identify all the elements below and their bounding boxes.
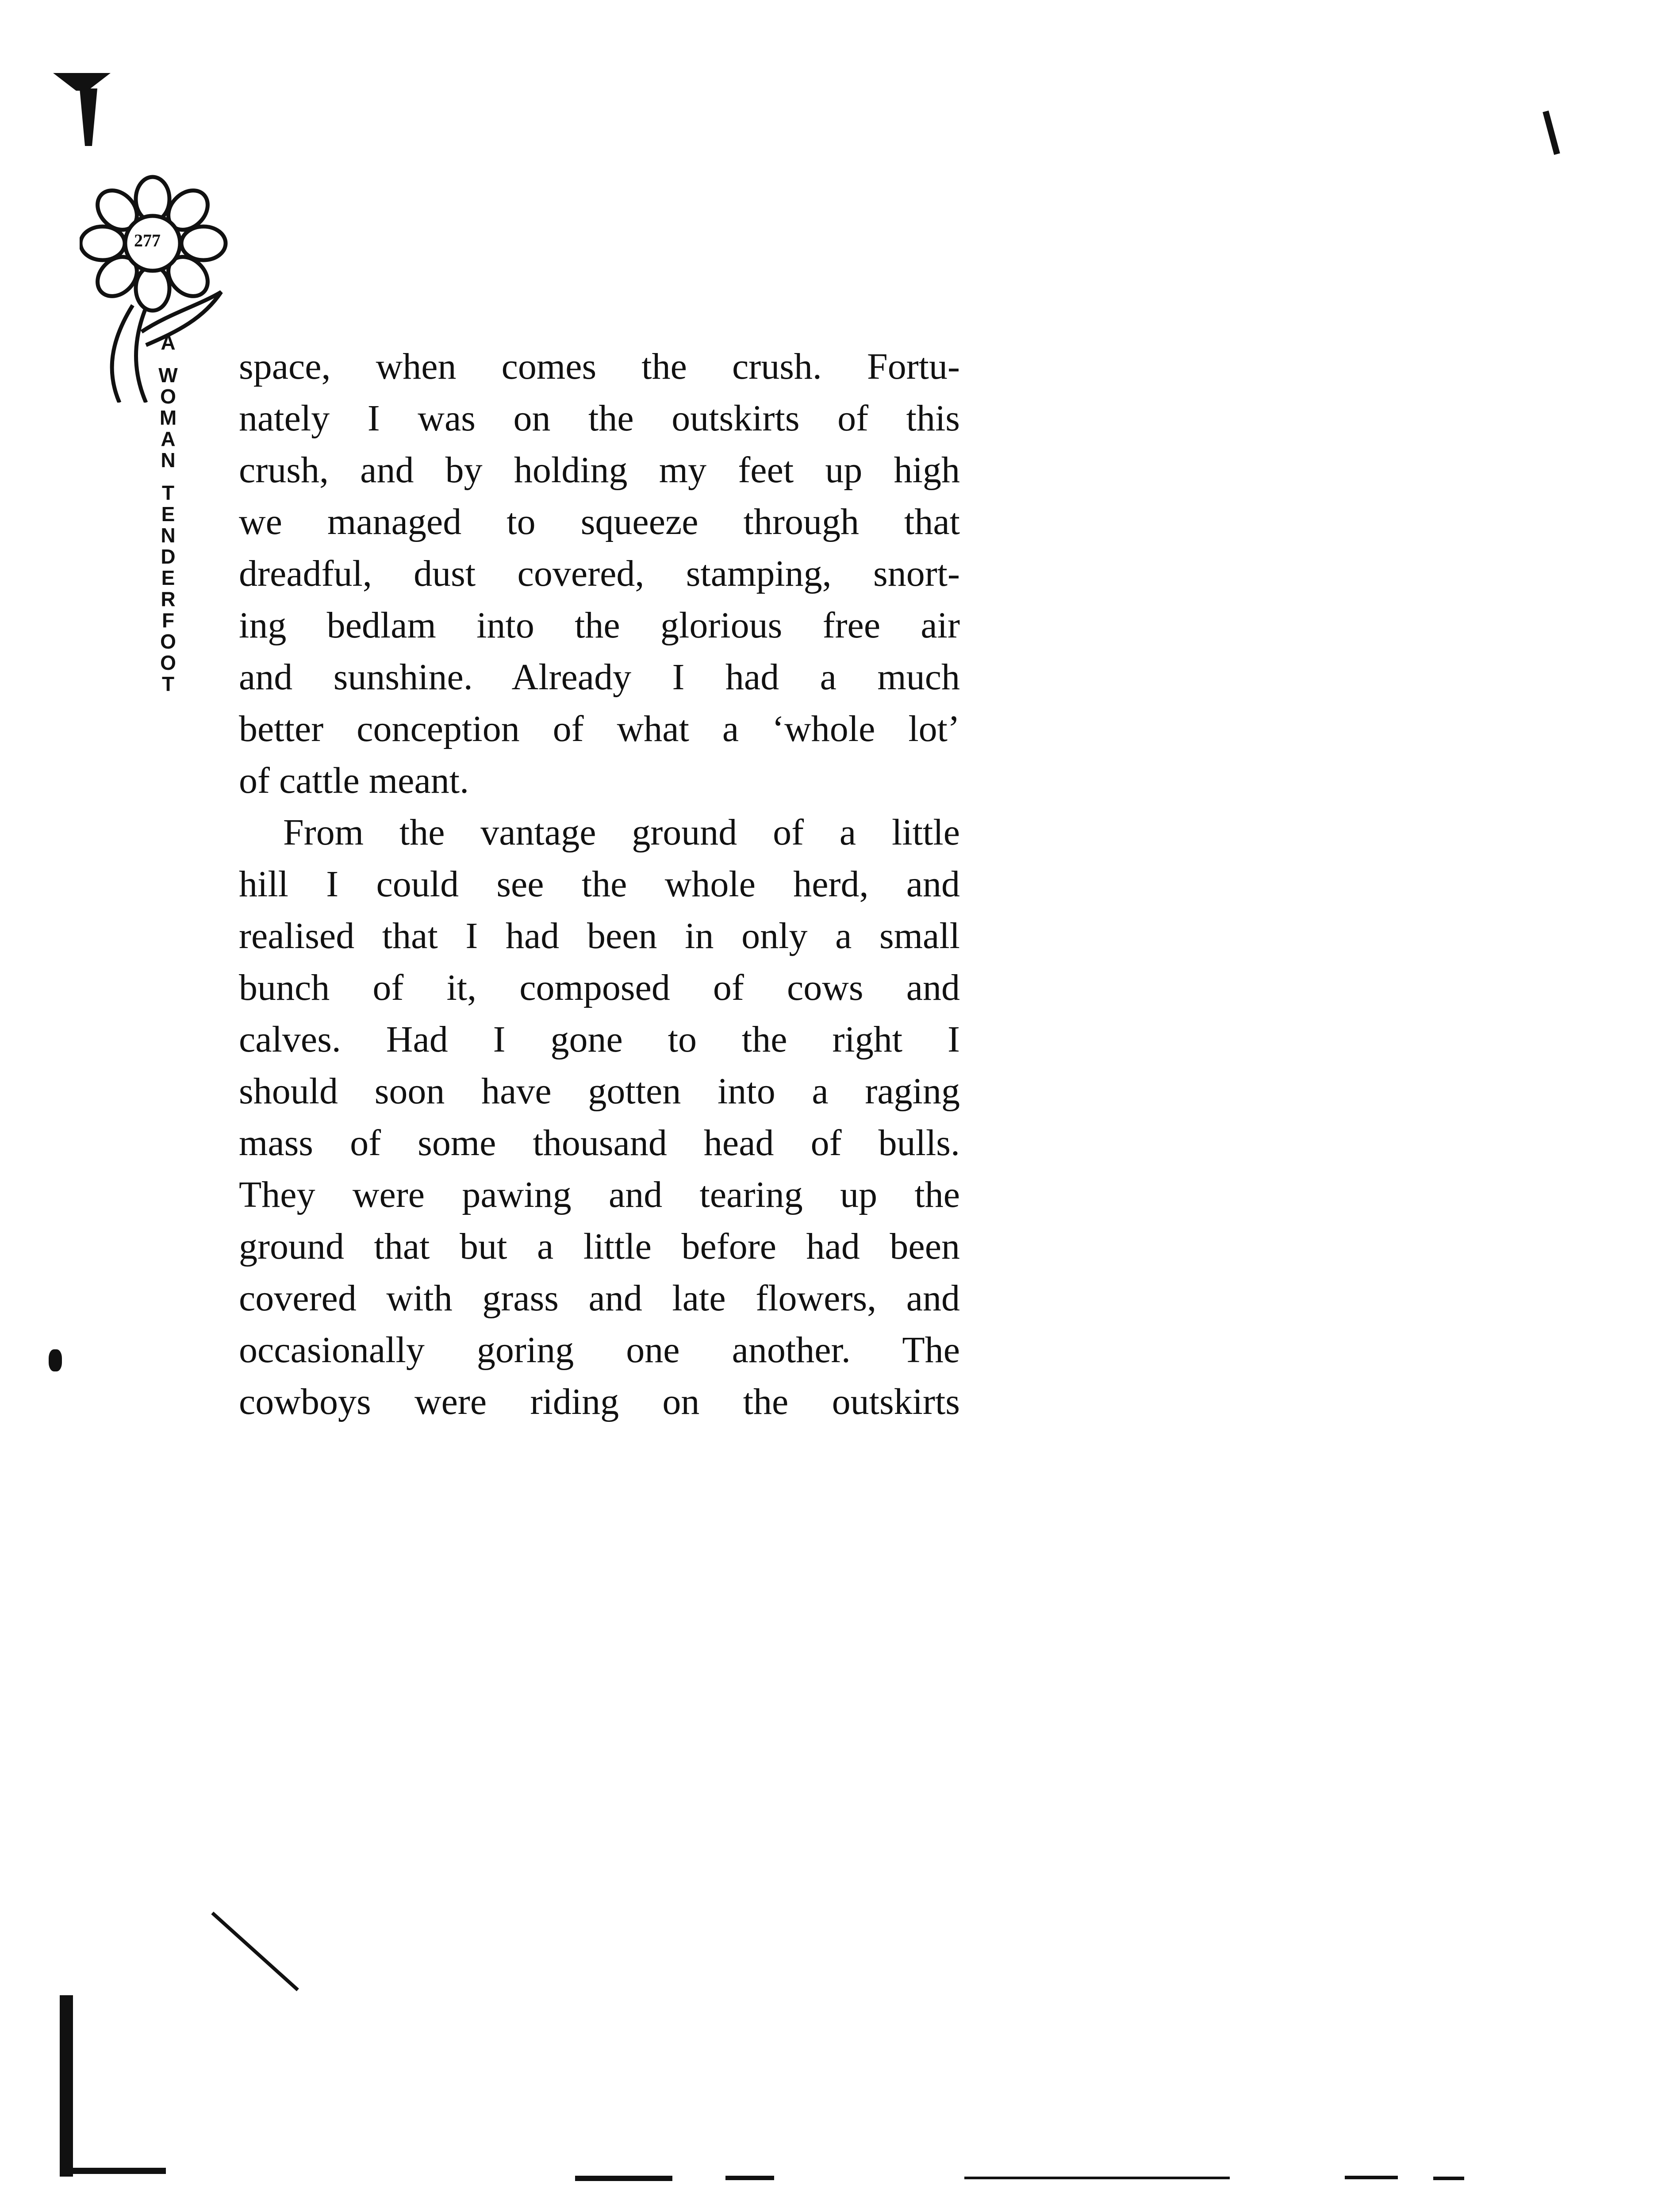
text-line: nately I was on the outskirts of this [239,398,960,439]
scan-mark-top-right [1543,111,1560,155]
scan-mark-diagonal [211,1912,299,1991]
scan-mark-bottom-3 [964,2177,1230,2179]
running-title-letter: D [161,545,176,568]
running-title-word-3 [150,482,186,695]
scan-mark-top-left-drip [80,88,97,146]
text-line: ing bedlam into the glorious free air [239,605,960,646]
paragraph-1 [239,341,960,806]
running-title-letter: T [161,481,175,504]
running-title-letter: E [161,503,175,526]
scan-mark-bottom-2 [725,2176,774,2180]
running-title-letter: R [161,588,176,611]
running-title-letter: E [161,566,175,589]
body-text [239,341,960,1428]
text-line: we managed to squeeze through that [239,501,960,542]
scan-mark-top-left [53,73,111,91]
text-line: and sunshine. Already I had a much [239,657,960,698]
scan-mark-bottom-4 [1345,2176,1398,2179]
scan-mark-bottom-left [60,2168,166,2174]
text-line: mass of some thousand head of bulls. [239,1122,960,1164]
text-line: covered with grass and late flowers, and [239,1278,960,1319]
running-title-letter: W [158,364,178,387]
text-line: cowboys were riding on the outskirts [239,1381,960,1422]
running-title-letter: A [161,427,176,450]
page-number: 277 [134,230,161,250]
running-title-letter: T [161,672,175,695]
text-line: crush, and by holding my feet up high [239,449,960,491]
scan-mark-left-edge [60,1995,73,2177]
text-line: dreadful, dust covered, stamping, snort- [239,553,960,594]
running-title-letter: N [161,449,176,472]
running-title-letter: O [160,630,176,653]
running-title [150,332,186,706]
text-line: ground that but a little before had been [239,1226,960,1267]
running-title-word-2 [150,365,186,471]
running-title-letter: M [159,406,177,429]
text-line: hill I could see the whole herd, and [239,864,960,905]
text-line: From the vantage ground of a little [283,812,960,853]
text-line: calves. Had I gone to the right I [239,1019,960,1060]
text-line: space, when comes the crush. Fortu- [239,346,960,387]
text-line: occasionally goring one another. The [239,1329,960,1371]
running-title-letter: F [161,609,175,632]
text-line: They were pawing and tearing up the [239,1174,960,1215]
running-title-letter: O [160,651,176,674]
text-line: bunch of it, composed of cows and [239,967,960,1008]
scan-mark-bottom-5 [1433,2177,1464,2180]
text-line: realised that I had been in only a small [239,915,960,956]
paragraph-2 [239,806,960,1428]
text-line: of cattle meant. [239,760,469,801]
running-title-letter: O [160,385,176,408]
running-title-word-1: A [161,331,176,354]
text-line: better conception of what a ‘whole lot’ [239,708,960,749]
text-line: should soon have gotten into a raging [239,1071,960,1112]
running-title-letter: N [161,524,176,547]
scan-mark-bottom-1 [575,2176,672,2181]
scan-mark-left-blot [49,1349,62,1371]
